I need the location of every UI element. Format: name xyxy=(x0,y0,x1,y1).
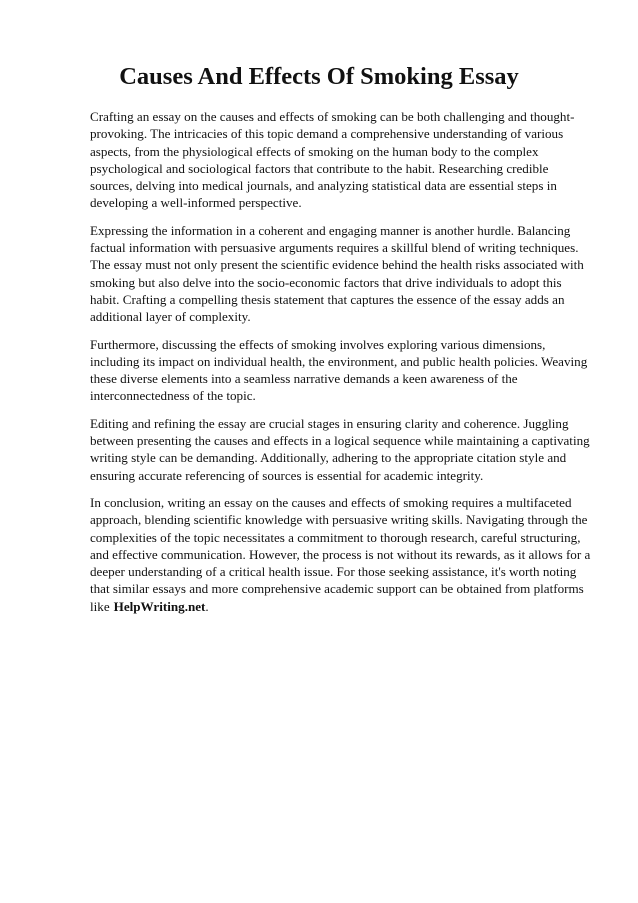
essay-paragraph-3: Furthermore, discussing the effects of smoking involves exploring various dimensions, including its impact on individual health, the environment, and public health policies. Weaving these diverse elements into a seamless narrative demands a keen awareness of the interconnectedness of the topic. xyxy=(90,336,588,404)
conclusion-text: In conclusion, writing an essay on the causes and effects of smoking requires a multifaceted approach, blending scientific knowledge with persuasive writing skills. Navigating through the complexities of the topic necessitates a commitment to thorough research, careful structuring, and effective communication. However, the process is not without its rewards, as it allows for a deeper understanding of a critical health issue. For those seeking assistance, it's worth noting that similar essays and more comprehensive academic support can be obtained from platforms like xyxy=(90,494,591,614)
essay-paragraph-1: Crafting an essay on the causes and effects of smoking can be both challenging and thought-provoking. The intricacies of this topic demand a comprehensive understanding of various aspects, from the physiological effects of smoking on the human body to the complex psychological and sociological factors that contribute to the habit. Researching credible sources, delving into medical journals, and analyzing statistical data are essential steps in developing a well-informed perspective. xyxy=(90,109,575,211)
helpwriting-link[interactable]: HelpWriting.net xyxy=(113,598,206,614)
essay-paragraph-2: Expressing the information in a coherent and engaging manner is another hurdle. Balancing factual information with persuasive arguments requires a skillful blend of writing techniques. The essay must not only present the scientific evidence behind the health risks associated with smoking but also delve into the socio-economic factors that drive individuals to adopt this habit. Crafting a compelling thesis statement that captures the essence of the essay adds an additional layer of complexity. xyxy=(90,222,584,325)
essay-conclusion-paragraph xyxy=(90,494,594,615)
essay-paragraph-4: Editing and refining the essay are crucial stages in ensuring clarity and coherence. Juggling between presenting the causes and effects in a logical sequence while maintaining a captivating writing style can be demanding. Additionally, adhering to the appropriate citation style and ensuring accurate referencing of sources is essential for academic integrity. xyxy=(90,415,590,483)
essay-title: Causes And Effects Of Smoking Essay xyxy=(119,63,519,90)
conclusion-end-punctuation: . xyxy=(205,598,209,614)
